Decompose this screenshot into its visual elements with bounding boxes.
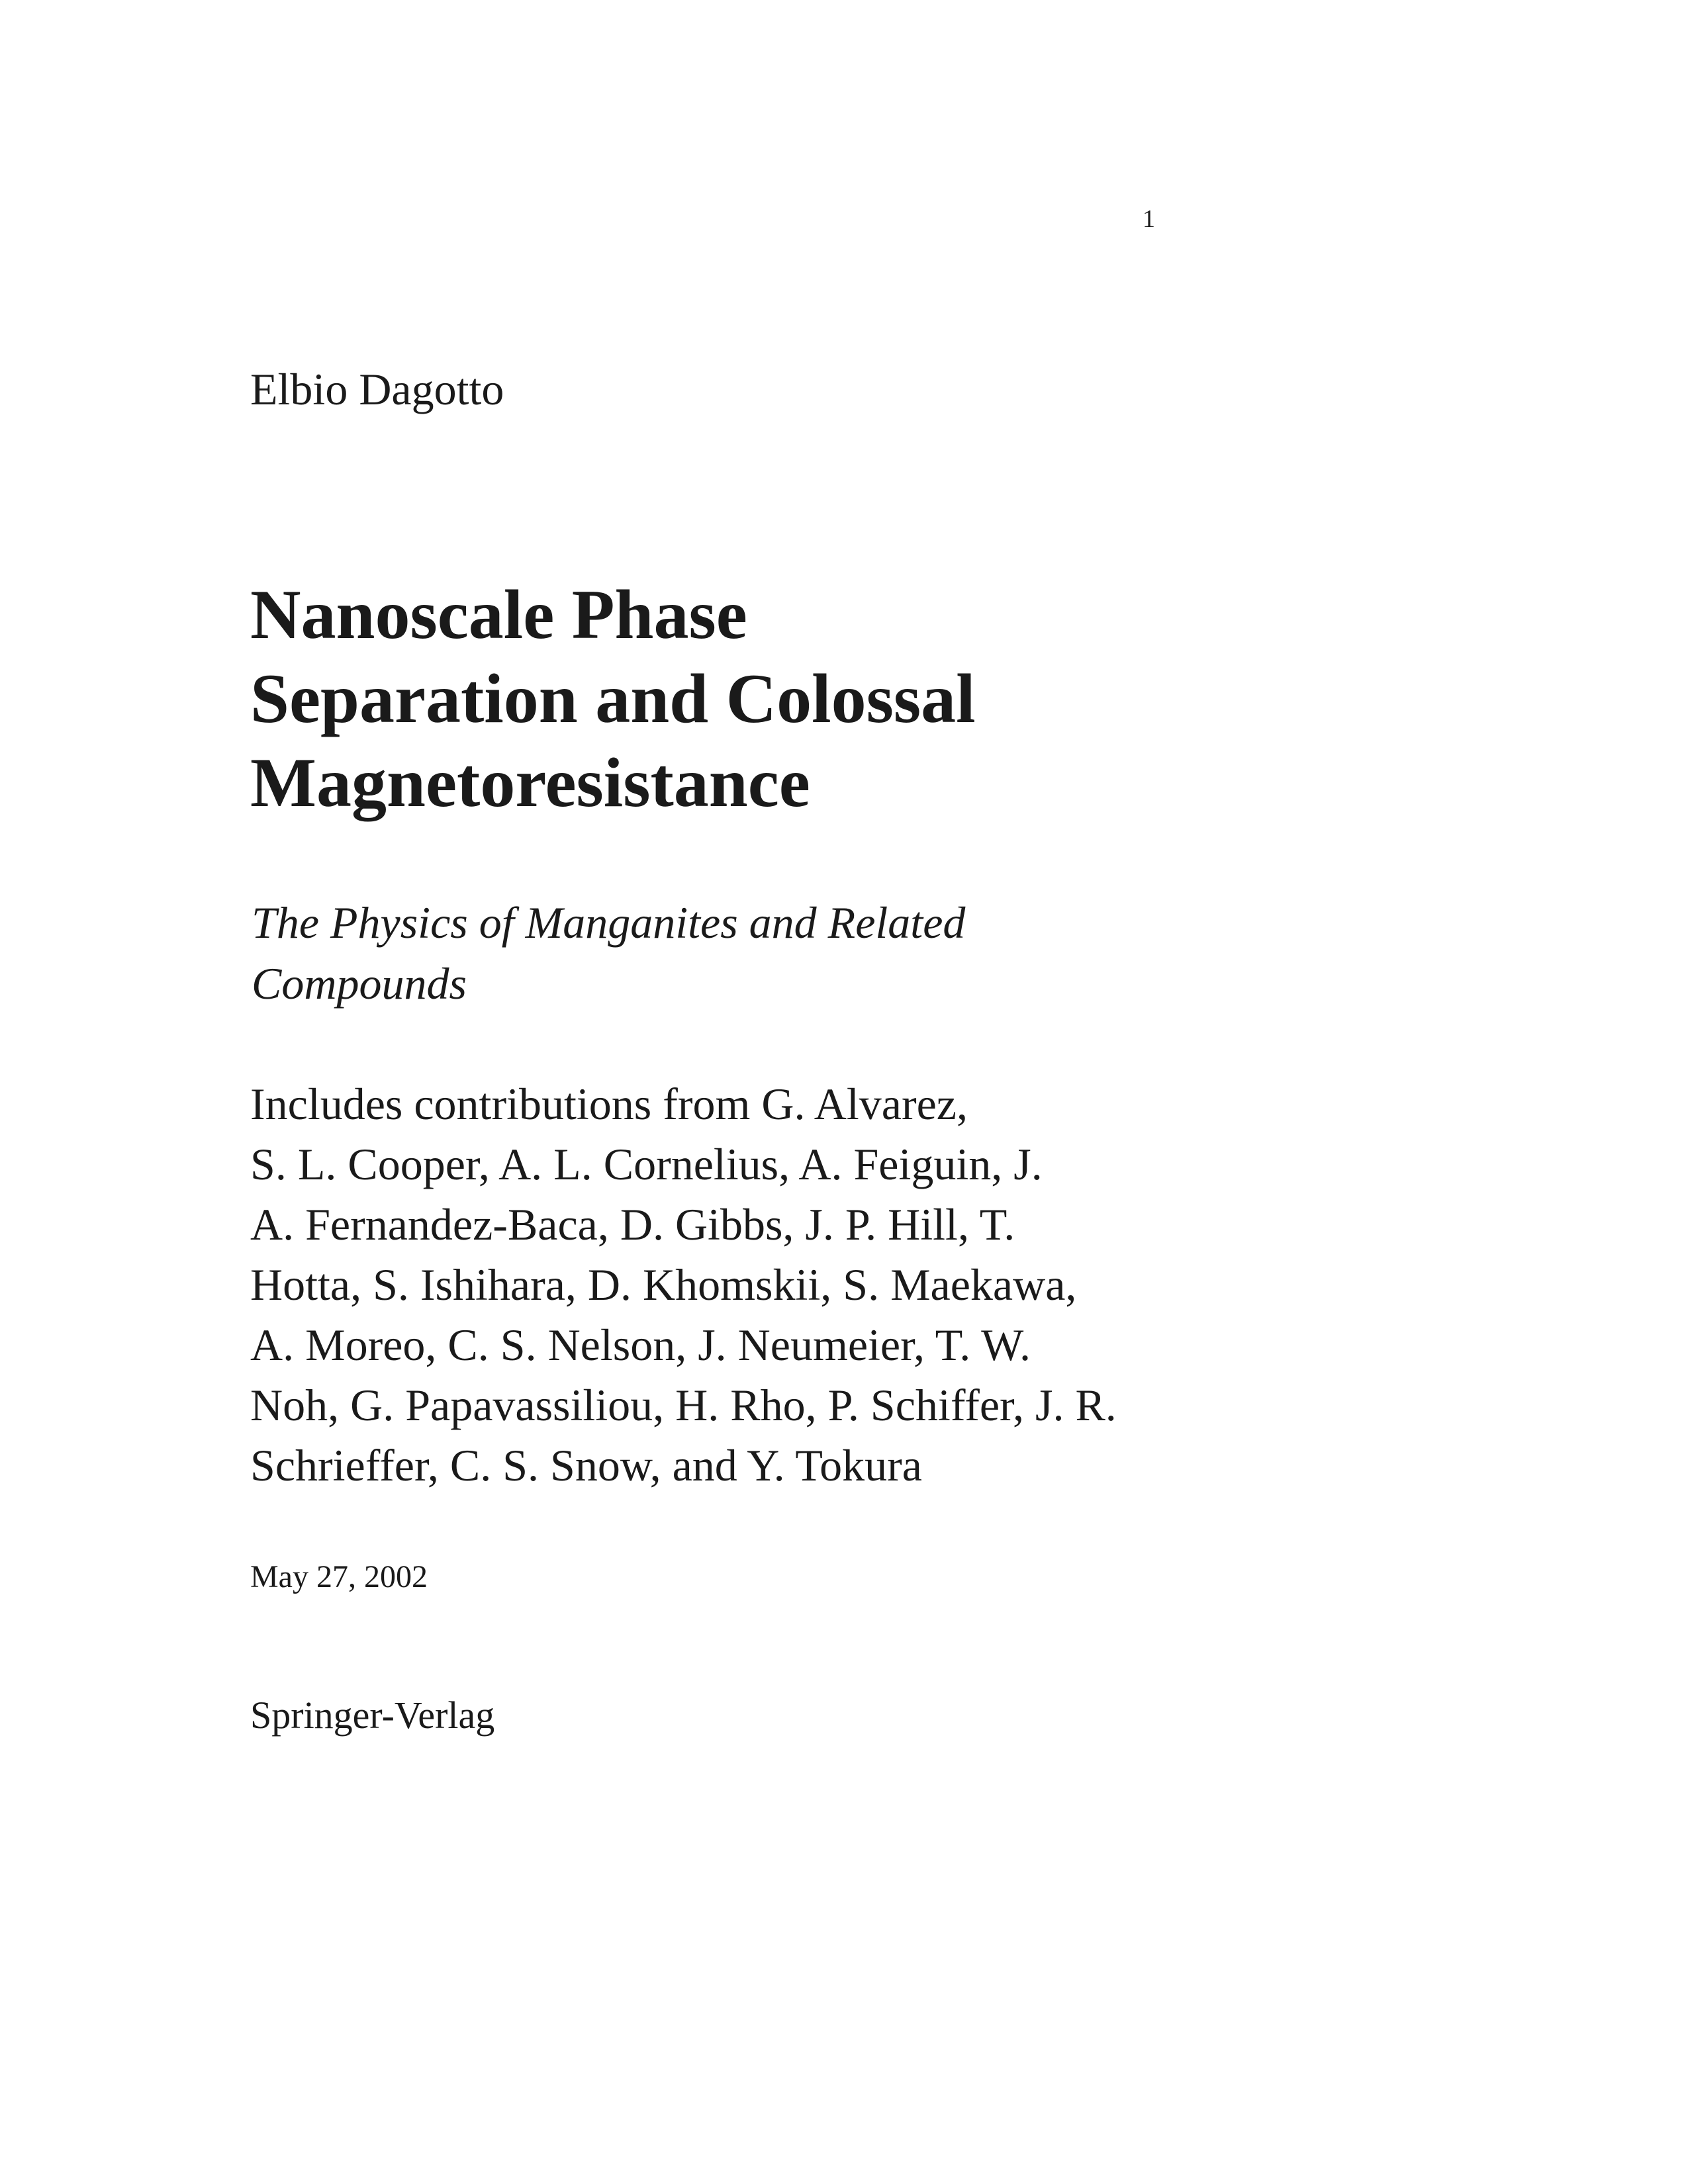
subtitle-line: Compounds bbox=[252, 958, 467, 1009]
contributors-line: A. Fernandez-Baca, D. Gibbs, J. P. Hill, T. bbox=[250, 1199, 1015, 1250]
book-subtitle bbox=[252, 892, 1377, 1014]
title-line: Magnetoresistance bbox=[250, 744, 810, 821]
publication-date: May 27, 2002 bbox=[250, 1559, 428, 1594]
contributors-list bbox=[250, 1074, 1442, 1496]
contributors-line: Schrieffer, C. S. Snow, and Y. Tokura bbox=[250, 1440, 922, 1490]
contributors-line: A. Moreo, C. S. Nelson, J. Neumeier, T. W. bbox=[250, 1320, 1031, 1370]
publisher-name: Springer-Verlag bbox=[250, 1694, 495, 1737]
book-title bbox=[250, 572, 1376, 825]
contributors-line: Noh, G. Papavassiliou, H. Rho, P. Schiffer, J. R. bbox=[250, 1380, 1117, 1430]
author-name: Elbio Dagotto bbox=[250, 364, 504, 414]
subtitle-line: The Physics of Manganites and Related bbox=[252, 897, 966, 948]
contributors-line: Hotta, S. Ishihara, D. Khomskii, S. Maekawa, bbox=[250, 1259, 1077, 1310]
title-line: Nanoscale Phase bbox=[250, 576, 747, 653]
contributors-line: Includes contributions from G. Alvarez, bbox=[250, 1079, 968, 1129]
title-line: Separation and Colossal bbox=[250, 660, 976, 737]
page-number: 1 bbox=[1143, 205, 1155, 233]
contributors-line: S. L. Cooper, A. L. Cornelius, A. Feiguin, J. bbox=[250, 1139, 1043, 1189]
